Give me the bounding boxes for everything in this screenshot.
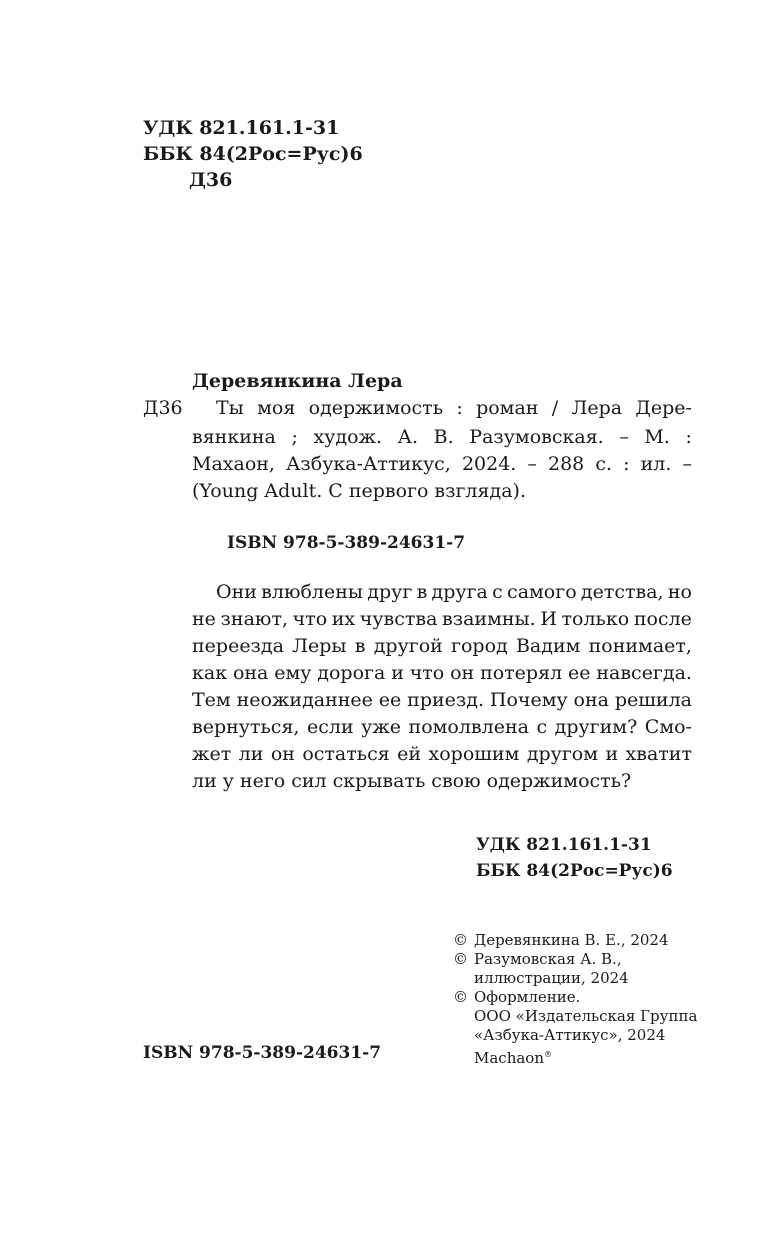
- copyright-line: Оформление.: [474, 988, 581, 1006]
- udk-code-top: УДК 821.161.1-31: [143, 117, 340, 139]
- description-line-2: вянкина ; худож. А. В. Разумовская. – М. :: [192, 426, 692, 448]
- annotation-line: переезда Леры в другой город Вадим понимает,: [192, 635, 692, 657]
- annotation-line: Тем неожиданнее ее приезд. Почему она решила: [192, 689, 692, 711]
- annotation-line: Они влюблены друг в друга с самого детства, но: [216, 581, 692, 603]
- bbk-code-bottom: ББК 84(2Рос=Рус)6: [476, 861, 673, 881]
- copyright-line: иллюстрации, 2024: [474, 969, 629, 987]
- copyright-line: ООО «Издательская Группа: [474, 1007, 698, 1025]
- copyright-line: Machaon®: [474, 1049, 552, 1067]
- description-line-4: (Young Adult. С первого взгляда).: [192, 480, 526, 502]
- copyright-icon: ©: [453, 931, 468, 949]
- annotation-line: как она ему дорога и что он потерял ее навсегда.: [192, 662, 692, 684]
- author-mark-top: Д36: [189, 169, 233, 191]
- udk-code-bottom: УДК 821.161.1-31: [476, 835, 652, 855]
- author-mark: Д36: [143, 397, 183, 419]
- isbn-card: ISBN 978-5-389-24631-7: [227, 533, 466, 553]
- annotation: [192, 579, 692, 795]
- copyright-line: «Азбука-Аттикус», 2024: [474, 1026, 666, 1044]
- annotation-line: вернуться, если уже помолвлена с другим? Смо-: [192, 716, 692, 738]
- annotation-line: ли у него сил скрывать свою одержимость?: [192, 770, 632, 792]
- bibliographic-description: [192, 424, 692, 505]
- bbk-code-top: ББК 84(2Рос=Рус)6: [143, 143, 363, 165]
- isbn-bottom: ISBN 978-5-389-24631-7: [143, 1043, 382, 1063]
- copyright-line: Разумовская А. В.,: [474, 950, 622, 968]
- copyright-icon: ©: [453, 988, 468, 1006]
- annotation-line: жет ли он остаться ей хорошим другом и хватит: [192, 743, 692, 765]
- author-heading: Деревянкина Лера: [192, 370, 403, 392]
- registered-mark: ®: [544, 1050, 552, 1059]
- annotation-line: не знают, что их чувства взаимны. И только после: [192, 608, 692, 630]
- description-line-1: Ты моя одержимость : роман / Лера Дере-: [216, 397, 692, 419]
- copyright-line: Деревянкина В. Е., 2024: [474, 931, 669, 949]
- description-line-3: Махаон, Азбука-Аттикус, 2024. – 288 с. : ил. –: [192, 453, 692, 475]
- copyright-icon: ©: [453, 950, 468, 968]
